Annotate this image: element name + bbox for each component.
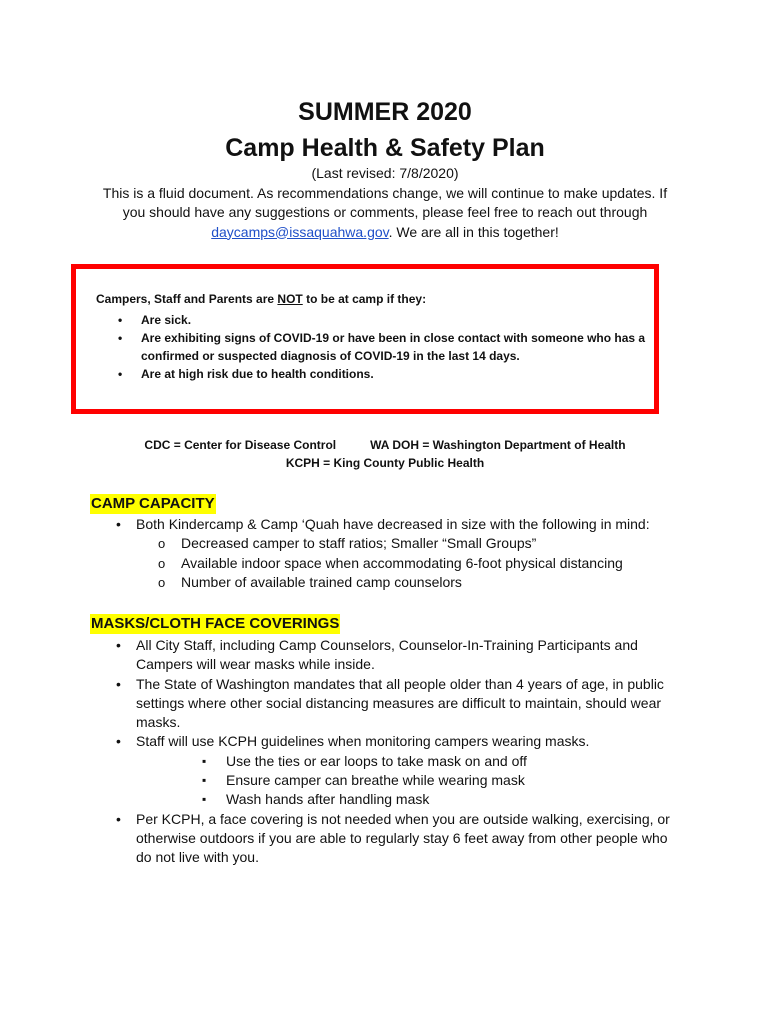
- list-item: • Are sick.: [96, 311, 646, 329]
- alert-heading: Campers, Staff and Parents are NOT to be at camp if they:: [96, 292, 427, 306]
- list-item: ▪ Wash hands after handling mask: [110, 790, 680, 809]
- list-item: ▪ Use the ties or ear loops to take mask on and off: [110, 752, 680, 771]
- intro-text: This is a fluid document. As recommendations change, we will continue to make updates. If you should have any suggestions or comments, please feel free to reach out through: [102, 184, 668, 220]
- list-item: • Both Kindercamp & Camp ‘Quah have decreased in size with the following in mind:: [110, 515, 680, 534]
- intro-block: [95, 164, 675, 242]
- capacity-list: [110, 515, 680, 592]
- alert-box: [71, 264, 659, 414]
- list-item: • Staff will use KCPH guidelines when monitoring campers wearing masks.: [110, 732, 680, 751]
- list-item: o Available indoor space when accommodating 6-foot physical distancing: [110, 554, 680, 573]
- email-link[interactable]: daycamps@issaquahwa.gov: [211, 223, 389, 240]
- masks-list: [110, 636, 680, 868]
- list-item: o Decreased camper to staff ratios; Smaller “Small Groups”: [110, 534, 680, 553]
- abbrev-kcph: KCPH = King County Public Health: [285, 456, 485, 470]
- page-title: Camp Health & Safety Plan: [225, 134, 545, 162]
- intro-text-end: . We are all in this together!: [388, 223, 559, 240]
- list-item: o Number of available trained camp counselors: [110, 573, 680, 592]
- list-item: • Are at high risk due to health conditions.: [96, 365, 646, 383]
- list-item: ▪ Ensure camper can breathe while wearing mask: [110, 771, 680, 790]
- abbrev-wadoh: WA DOH = Washington Department of Health: [370, 438, 626, 452]
- intro-paragraph: [95, 184, 675, 243]
- list-item: • The State of Washington mandates that all people older than 4 years of age, in public settings where other social distancing measures are difficult to maintain, should wear masks.: [110, 675, 680, 733]
- title-year: SUMMER 2020: [298, 98, 472, 126]
- section-heading-capacity: CAMP CAPACITY: [91, 495, 215, 512]
- list-item: • Are exhibiting signs of COVID-19 or have been in close contact with someone who has a confirmed or suspected diagnosis of COVID-19 in the last 14 days.: [96, 329, 646, 365]
- revised-date: (Last revised: 7/8/2020): [311, 165, 459, 181]
- list-item: • Per KCPH, a face covering is not needed when you are outside walking, exercising, or otherwise outdoors if you are able to regularly stay 6 feet away from other people who do not live with you.: [110, 810, 680, 868]
- abbreviations: [0, 436, 770, 472]
- abbrev-cdc: CDC = Center for Disease Control: [144, 438, 337, 452]
- not-emphasis: NOT: [277, 292, 303, 306]
- section-heading-masks: MASKS/CLOTH FACE COVERINGS: [91, 615, 340, 632]
- alert-list: [96, 311, 646, 383]
- list-item: • All City Staff, including Camp Counselors, Counselor-In-Training Participants and Campers will wear masks while inside.: [110, 636, 680, 675]
